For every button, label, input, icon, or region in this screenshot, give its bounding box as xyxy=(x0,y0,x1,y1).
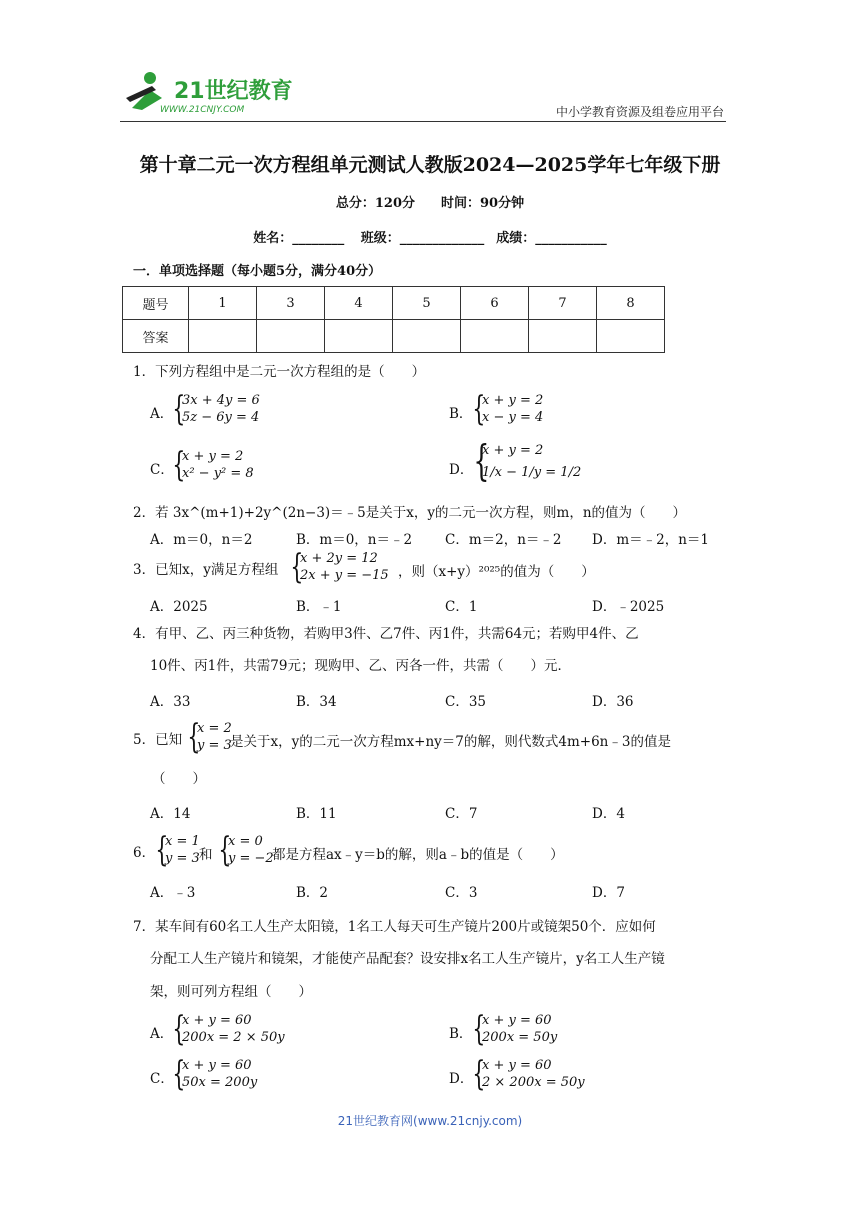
question-7-line3: 架，则可列方程组（ ） xyxy=(150,984,312,1000)
logo-url: WWW.21CNJY.COM xyxy=(160,105,245,114)
question-6-num: 6． xyxy=(133,845,156,861)
q6-option-d[interactable]: D．7 xyxy=(592,885,625,901)
q5-option-d[interactable]: D．4 xyxy=(592,806,625,822)
answer-cell[interactable] xyxy=(393,320,461,353)
section-heading: 一．单项选择题（每小题5分，满分40分） xyxy=(133,264,382,279)
table-cell: 8 xyxy=(597,287,665,320)
table-row xyxy=(123,287,665,320)
answer-cell[interactable] xyxy=(529,320,597,353)
answer-cell[interactable] xyxy=(257,320,325,353)
q3-option-c[interactable]: C．1 xyxy=(445,599,478,615)
answer-cell[interactable] xyxy=(189,320,257,353)
q6-option-c[interactable]: C．3 xyxy=(445,885,478,901)
q3-option-a[interactable]: A．2025 xyxy=(150,599,208,615)
table-cell: 6 xyxy=(461,287,529,320)
table-cell: 4 xyxy=(325,287,393,320)
q7-option-b[interactable]: B． xyxy=(449,1026,473,1042)
q1-option-b[interactable]: B． xyxy=(449,406,473,422)
question-6-mid: 和 xyxy=(199,847,213,863)
question-4-line1: 4．有甲、乙、丙三种货物，若购甲3件、乙7件、丙1件，共需64元；若购甲4件、乙 xyxy=(133,626,639,642)
q5-option-b[interactable]: B．11 xyxy=(296,806,337,822)
question-5-stem-pre: 5．已知 xyxy=(133,732,183,748)
question-3-stem-post: ，则（x+y）²⁰²⁵的值为（ ） xyxy=(398,564,595,580)
class-field[interactable]: 班级：_____________ xyxy=(360,231,485,246)
q4-option-d[interactable]: D．36 xyxy=(592,694,634,710)
student-fields xyxy=(0,227,860,246)
answer-table xyxy=(122,286,665,353)
question-1-stem: 1．下列方程组中是二元一次方程组的是（ ） xyxy=(133,364,426,380)
question-6-stem-post: 都是方程ax﹣y＝b的解，则a﹣b的值是（ ） xyxy=(272,847,564,863)
question-5-stem-post: 是关于x，y的二元一次方程mx+ny＝7的解，则代数式4m+6n﹣3的值是 xyxy=(230,734,671,750)
q7-option-d[interactable]: D． xyxy=(449,1071,474,1087)
answer-cell[interactable] xyxy=(461,320,529,353)
q4-option-c[interactable]: C．35 xyxy=(445,694,487,710)
logo-text: 21世纪教育 xyxy=(174,79,292,104)
question-7-line1: 7．某车间有60名工人生产太阳镜，1名工人每天可生产镜片200片或镜架50个．应如何 xyxy=(133,919,656,935)
exam-info: 总分：120分 时间：90分钟 xyxy=(335,196,525,211)
q1-option-d[interactable]: D． xyxy=(449,462,474,478)
table-cell: 7 xyxy=(529,287,597,320)
table-cell: 答案 xyxy=(123,320,189,353)
question-7-line2: 分配工人生产镜片和镜架，才能使产品配套？设安排x名工人生产镜片，y名工人生产镜 xyxy=(150,951,665,967)
q6-option-a[interactable]: A．﹣3 xyxy=(150,885,196,901)
runner-logo-icon xyxy=(122,68,292,114)
question-3-stem-pre: 3．已知x，y满足方程组 xyxy=(133,562,279,578)
question-2-stem: 2．若 3x^(m+1)+2y^(2n−3)＝﹣5是关于x，y的二元一次方程，则m，n的值为（ ） xyxy=(133,505,687,521)
table-cell: 3 xyxy=(257,287,325,320)
q6-option-b[interactable]: B．2 xyxy=(296,885,329,901)
q2-option-b[interactable]: B．m＝0，n＝﹣2 xyxy=(296,532,413,548)
q2-option-c[interactable]: C．m＝2，n＝﹣2 xyxy=(445,532,562,548)
table-row xyxy=(123,320,665,353)
header-divider xyxy=(120,121,726,122)
header-platform-text: 中小学教育资源及组卷应用平台 xyxy=(555,105,724,119)
q5-option-a[interactable]: A．14 xyxy=(150,806,191,822)
score-field[interactable]: 成绩：___________ xyxy=(496,231,607,246)
table-cell: 题号 xyxy=(123,287,189,320)
question-5-line2: （ ） xyxy=(152,771,206,787)
name-field[interactable]: 姓名：________ xyxy=(253,231,345,246)
q5-option-c[interactable]: C．7 xyxy=(445,806,478,822)
table-cell: 5 xyxy=(393,287,461,320)
q2-option-a[interactable]: A．m＝0，n＝2 xyxy=(150,532,253,548)
q1-option-a[interactable]: A． xyxy=(150,406,174,422)
footer-link[interactable]: 21世纪教育网(www.21cnjy.com) xyxy=(337,1114,523,1128)
q7-option-a[interactable]: A． xyxy=(150,1026,174,1042)
q1-option-c[interactable]: C． xyxy=(150,462,174,478)
answer-cell[interactable] xyxy=(597,320,665,353)
q4-option-a[interactable]: A．33 xyxy=(150,694,191,710)
answer-cell[interactable] xyxy=(325,320,393,353)
q3-option-b[interactable]: B．﹣1 xyxy=(296,599,342,615)
q7-option-c[interactable]: C． xyxy=(150,1071,174,1087)
q4-option-b[interactable]: B．34 xyxy=(296,694,337,710)
question-4-line2: 10件、丙1件，共需79元；现购甲、乙、丙各一件，共需（ ）元． xyxy=(150,658,571,674)
page-title: 第十章二元一次方程组单元测试人教版2024—2025学年七年级下册 xyxy=(139,154,721,176)
table-cell: 1 xyxy=(189,287,257,320)
site-logo xyxy=(122,68,292,114)
q2-option-d[interactable]: D．m＝﹣2，n＝1 xyxy=(592,532,709,548)
q3-option-d[interactable]: D．﹣2025 xyxy=(592,599,665,615)
